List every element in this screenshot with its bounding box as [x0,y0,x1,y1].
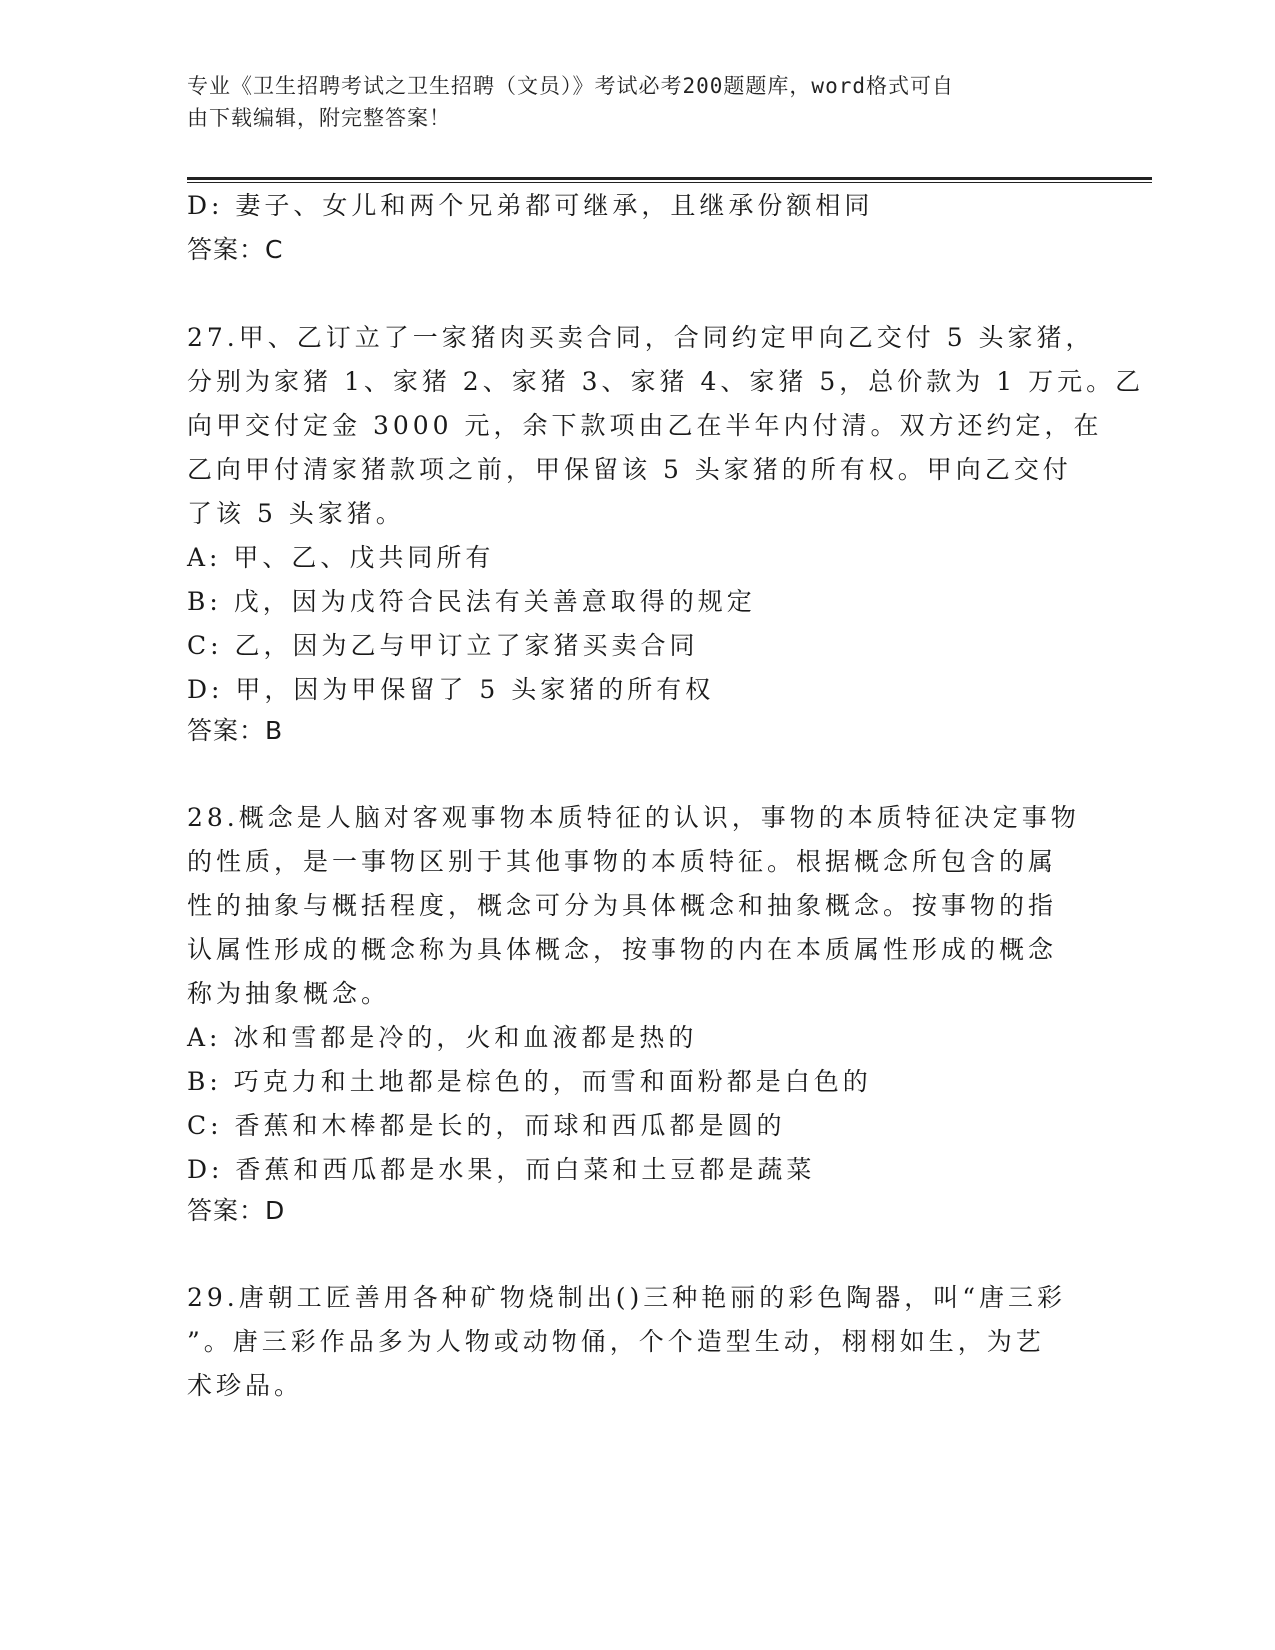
prev-option-d: D: 妻子、女儿和两个兄弟都可继承，且继承份额相同 [187,191,874,220]
header-line-2: 由下载编辑，附完整答案！ [187,106,451,130]
q27-stem-line: 27.甲、乙订立了一家猪肉买卖合同，合同约定甲向乙交付 5 头家猪， [187,323,1095,352]
q27-option-a: A: 甲、乙、戊共同所有 [187,543,495,572]
q28-option-a: A: 冰和雪都是冷的，火和血液都是热的 [187,1023,698,1052]
q28-answer: 答案：D [187,1196,286,1225]
q28-stem-line: 称为抽象概念。 [187,979,391,1008]
q27-option-b: B: 戊，因为戊符合民法有关善意取得的规定 [187,587,756,616]
q28-stem-line: 的性质，是一事物区别于其他事物的本质特征。根据概念所包含的属 [187,847,1058,876]
q27-stem-line: 了该 5 头家猪。 [187,499,405,528]
q27-stem-line: 分别为家猪 1、家猪 2、家猪 3、家猪 4、家猪 5，总价款为 1 万元。乙 [187,367,1145,396]
q28-option-d: D: 香蕉和西瓜都是水果，而白菜和土豆都是蔬菜 [187,1155,816,1184]
q28-stem-line: 28.概念是人脑对客观事物本质特征的认识，事物的本质特征决定事物 [187,803,1080,832]
q27-answer: 答案：B [187,716,284,745]
q28-option-c: C: 香蕉和木棒都是长的，而球和西瓜都是圆的 [187,1111,786,1140]
q29-stem-line: 29.唐朝工匠善用各种矿物烧制出()三种艳丽的彩色陶器，叫“唐三彩 [187,1283,1067,1312]
header-line-1: 专业《卫生招聘考试之卫生招聘（文员）》考试必考200题题库，word格式可自 [187,74,954,98]
q27-option-d: D: 甲，因为甲保留了 5 头家猪的所有权 [187,675,715,704]
header-divider-thick [187,177,1152,180]
page-header [187,70,1067,134]
prev-answer: 答案：C [187,235,284,264]
q27-stem-line: 向甲交付定金 3000 元，余下款项由乙在半年内付清。双方还约定，在 [187,411,1103,440]
header-divider-thin [187,182,1152,183]
q28-stem-line: 性的抽象与概括程度，概念可分为具体概念和抽象概念。按事物的指 [187,891,1058,920]
q29-stem-line: 术珍品。 [187,1371,304,1400]
q29-stem-line: ”。唐三彩作品多为人物或动物俑，个个造型生动，栩栩如生，为艺 [187,1327,1045,1356]
q27-option-c: C: 乙，因为乙与甲订立了家猪买卖合同 [187,631,699,660]
q28-option-b: B: 巧克力和土地都是棕色的，而雪和面粉都是白色的 [187,1067,872,1096]
q27-stem-line: 乙向甲付清家猪款项之前，甲保留该 5 头家猪的所有权。甲向乙交付 [187,455,1072,484]
q28-stem-line: 认属性形成的概念称为具体概念，按事物的内在本质属性形成的概念 [187,935,1058,964]
